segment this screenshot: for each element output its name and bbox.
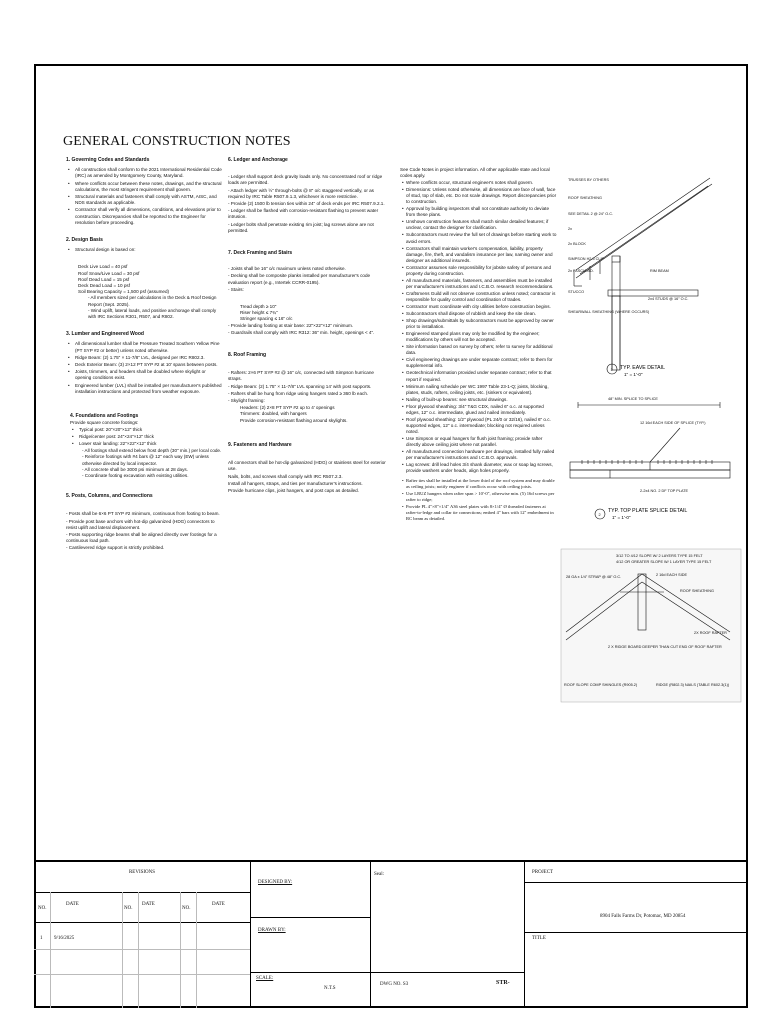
project-address: 8904 Falls Farms Dr, Potomac, MD 20854 — [600, 914, 686, 919]
rev-col-no: NO. — [182, 906, 191, 911]
detail-label: 4/12 OR GREATER SLOPE W/ 1 LAYER TYPE 15 FELT — [616, 560, 712, 564]
detail-label: ROOF SLOPE COMP SHINGLES (R905.2) — [564, 683, 638, 687]
note-subitem: Headers: (2) 2×8 PT SYP #2 up to 4' openings — [240, 405, 335, 411]
divider — [524, 932, 748, 933]
load-item: Soil Bearing Capacity = 1,500 psf (assumed) — [78, 289, 170, 295]
sheet-number: STR- — [496, 980, 510, 986]
note-line: - Joists shall be 16" o/c maximum unless noted otherwise. — [228, 266, 346, 272]
detail-label: SHEARWALL SHEATHING (WHERE OCCURS) — [568, 310, 650, 314]
rev-row-no: 1 — [40, 936, 43, 941]
note-line: All connectors shall be hot-dip galvanized (HDG) or stainless steel for exterior use. — [228, 460, 386, 472]
detail-label: 2x FASCIA BD. — [568, 269, 594, 273]
note-item: • All manufactured materials, fasteners, and assemblies must be installed per manufacturer's instructions and I.C.B.O. research recommendations. — [400, 278, 557, 290]
note-intro: Provide square concrete footings: — [70, 420, 139, 426]
note-item: • Subcontractors shall dispose of rubbish and keep the site clean. — [400, 311, 557, 317]
load-item: Roof Snow/Live Load = 30 psf — [78, 270, 140, 276]
page-title: GENERAL CONSTRUCTION NOTES — [63, 134, 291, 149]
section-heading: 2. Design Basis — [66, 237, 103, 244]
note-subitem: - Wind uplift, lateral loads, and positive anchorage shall comply with IRC Sections R301, R507, and R802. — [88, 307, 217, 320]
note-line: Provide hurricane clips, joist hangers, and post caps as detailed. — [228, 487, 359, 493]
section-heading: 8. Roof Framing — [228, 352, 267, 359]
divider — [180, 892, 181, 1008]
note-line: - Cantilevered ridge support is strictly prohibited. — [66, 545, 165, 551]
note-item: • Lag screws: drill lead holes 3/4 shank diameter, wax or soap lag screws, provide washers under heads, align holes properly. — [400, 462, 557, 474]
note-item: • Craftsmens Guild will not observe construction unless noted; contractor is responsible for quality control and coordination of trades. — [400, 291, 557, 303]
note-subitem: - All footings shall extend below frost depth (30" min.) per local code. — [82, 448, 222, 454]
title-block — [34, 860, 748, 1008]
detail-label: RIM BEAM — [650, 269, 669, 273]
note-item: • Where conflicts occur, structural engineer's notes shall govern. — [400, 180, 557, 186]
section-lumber — [66, 331, 222, 395]
note-item: • Engineered lumber (LVL) shall be installed per manufacturer's published installation instructions and protected from weather exposure. — [66, 383, 222, 395]
note-item: • Lower stair landing: 22"×22"×12" thick — [70, 441, 222, 447]
divider — [250, 972, 370, 973]
note-item: • Joists, trimmers, and headers shall be doubled where skylight or opening conditions exist. — [66, 369, 222, 381]
notes-column-1 — [66, 157, 222, 563]
detail-label: ROOF SHEATHING — [568, 196, 602, 200]
note-line: Install all hangers, straps, and ties per manufacturer's instructions. — [228, 480, 363, 486]
detail-label: 2x BLOCK — [568, 242, 586, 246]
divider — [34, 922, 250, 923]
detail-label: 2-2x4 NO. 2 DF TOP PLATE — [640, 489, 689, 493]
section-heading: 4. Foundations and Footings — [70, 413, 139, 420]
divider — [524, 882, 748, 883]
note-item: • Provide PL 4"×8"×1/4" A36 steel plates with 8×1/4" Ø threaded fasteners at rafter-to-ledge and collar tie connections; embed 4" bars with 12" embedment in RC beam as detailed. — [400, 504, 557, 522]
note-line: - Provide landing footing at stair base: 22"×22"×12" minimum. — [228, 322, 354, 328]
detail-label: 12 16d EACH SIDE OF SPLICE (TYP.) — [640, 421, 706, 425]
detail-label: 3/12 TO 4/12 SLOPE W/ 2 LAYERS TYPE 15 FELT — [616, 554, 703, 558]
rafter-notes — [400, 478, 557, 522]
note-line: - Ledger bolts shall penetrate existing rim joist; lag screws alone are not permitted. — [228, 221, 374, 233]
note-subitem: - All members sized per calculations in the Deck & Roof Design Report (Sept. 2025). — [88, 295, 217, 307]
divider — [250, 917, 370, 918]
section-heading: 7. Deck Framing and Stairs — [228, 250, 293, 257]
note-line: - Provide (2) 1500 lb tension ties within 24" of deck ends per IRC R507.9.2.1. — [228, 201, 385, 207]
note-item: • Engineered stamped plans may only be modified by the engineer; modifications by others will not be accepted. — [400, 331, 557, 343]
detail-label: 2X ROOF RAFTER — [694, 631, 727, 635]
notes-column-3 — [400, 167, 557, 523]
detail-label: 48" MIN. SPLICE TO SPLICE — [608, 397, 658, 401]
divider — [34, 892, 250, 893]
load-item: Deck Live Load = 40 psf — [78, 264, 128, 270]
rev-col-date: DATE — [142, 902, 155, 907]
note-line: - Stairs: — [228, 286, 244, 292]
detail-scale: 1" = 1'-0" — [624, 372, 643, 377]
divider — [50, 892, 51, 1008]
rev-col-no: NO. — [124, 906, 133, 911]
note-line: - Attach ledger with ½" through-bolts @ 8" o/c staggered vertically, or as required by IRC Table R507.9.1.3, whichever is more restrictive. — [228, 187, 374, 199]
detail-label: 2 X RIDGE BOARD DEEPER THAN CUT END OF ROOF RAFTER — [608, 645, 722, 649]
note-item: • Dimensions: Unless noted otherwise, all dimensions are face of wall, face of stud, top of slab, etc. Do not scale drawings. Report discrepancies prior to construction. — [400, 187, 557, 205]
section-heading: 3. Lumber and Engineered Wood — [66, 331, 144, 338]
note-item: • Contractors shall maintain worker's compensation, liability, property damage, fire, theft, and vandalism insurance per law, naming owner and designer as additional insureds. — [400, 246, 557, 264]
detail-label: 2 16d EACH SIDE — [656, 573, 688, 577]
divider — [524, 862, 525, 1008]
detail-number: 1 — [610, 368, 613, 372]
section-posts — [66, 493, 222, 551]
section-heading: 1. Governing Codes and Standards — [66, 157, 150, 163]
load-item: Roof Dead Load = 15 psf — [78, 276, 130, 282]
note-item: • Contractor shall verify all dimensions, conditions, and elevations prior to construction. Discrepancies shall be reported to the Engineer for resolution before proceeding. — [66, 207, 222, 226]
note-subitem: Provide corrosion-resistant flashing around skylights. — [240, 417, 348, 423]
note-line: - Rafters shall be hung from ridge using hangers rated ≥ 360 lb each. — [228, 390, 369, 396]
note-item: • Floor plywood sheathing: 3/4" T&G CDX, nailed 6" o.c. at supported edges, 12" o.c. intermediate, glued and nailed immediately. — [400, 404, 557, 416]
stair-spec: Tread depth ≥ 10" — [240, 304, 277, 310]
note-item: • Ridge/center post: 24"×24"×12" thick — [70, 434, 222, 440]
stair-spec: Riser height ≤ 7¾" — [240, 310, 278, 316]
note-line: - Ledger shall be flashed with corrosion-resistant flashing to prevent water intrusion. — [228, 208, 379, 220]
detail-label: 2x4 STUDS @ 16" O.C. — [648, 297, 689, 301]
section-foundations — [66, 413, 222, 479]
rev-row-date: 9/16/2025 — [54, 936, 75, 941]
note-line: - Posts shall be 6×6 PT SYP #2 minimum, continuous from footing to beam. — [66, 511, 220, 517]
note-subitem: - Coordinate footing excavation with existing utilities. — [82, 472, 189, 478]
note-item: • Approval by building inspectors shall not constitute authority to deviate from these plans. — [400, 206, 557, 218]
note-item: • Deck Exterior Beam: (3) 2×12 PT SYP #2 at 10' spans between posts. — [66, 362, 222, 368]
note-item: • Roof plywood sheathing: 1/2" plywood (PL 24/0 or 32/16), nailed 6" o.c. supported edges, 12" o.c. intermediate; blocking not required unless noted. — [400, 417, 557, 435]
note-line: - Provide post base anchors with hot-dip galvanized (HDG) connectors to resist uplift and lateral displacement. — [66, 518, 215, 530]
top-plate-splice-detail — [560, 388, 742, 528]
section-roof-framing — [228, 352, 386, 424]
note-item: • Subcontractors must review the full set of drawings before starting work to avoid errors. — [400, 232, 557, 244]
note-line: - Guardrails shall comply with IRC R312: 36" min. height, openings < 4". — [228, 329, 375, 335]
seal-label: Seal: — [374, 872, 384, 877]
note-subitem: Trimmers: doubled, with hangers — [240, 411, 307, 417]
note-item: • Nailing of built-up beams: see structural drawings. — [400, 397, 557, 403]
note-item: • Where conflicts occur between these notes, drawings, and the structural calculations, the most stringent requirement shall govern. — [66, 181, 222, 193]
eave-detail-drawing — [560, 170, 742, 385]
section-heading: 6. Ledger and Anchorage — [228, 157, 288, 163]
rev-col-date: DATE — [66, 902, 79, 907]
revisions-header: REVISIONS — [128, 870, 156, 875]
detail-label: RIDGE (R802.3) NAILS (TABLE R602.3(1)) — [656, 683, 730, 687]
note-item: • All construction shall conform to the 2021 International Residential Code (IRC) as amended by Montgomery County, Maryland. — [66, 167, 222, 179]
note-line: - Ledger shall support deck gravity loads only. No concentrated roof or ridge loads are permitted. — [228, 174, 383, 186]
divider — [34, 974, 250, 975]
note-item: • Site information based on survey by others; refer to survey for additional data. — [400, 344, 557, 356]
note-subitem: - All concrete shall be 3000 psi minimum at 28 days. — [82, 466, 188, 472]
note-item: • Contractor must coordinate with city utilities before construction begins. — [400, 304, 557, 310]
note-item: • Use LRUZ hangers when rafter span > 10'-0", otherwise min. (5) 16d screws per rafter to ridge; — [400, 491, 557, 503]
designed-by-label: DESIGNED BY: — [258, 880, 293, 885]
project-label: PROJECT — [532, 870, 554, 875]
note-item: • Shop drawings/submittals by subcontractors must be approved by owner prior to installation. — [400, 318, 557, 330]
drawing-number: DWG NO. S3 — [380, 982, 409, 987]
note-item: • Unshown construction features shall match similar detailed features; if unclear, contact the designer for clarification. — [400, 219, 557, 231]
note-item: • Typical post: 20"×20"×12" thick — [70, 427, 222, 433]
note-line: - Decking shall be composite planks installed per manufacturer's code evaluation report (e.g., Intertek CCRR-0195). — [228, 273, 371, 285]
detail-number: 2 — [598, 513, 601, 517]
note-line: - Posts supporting ridge beams shall be aligned directly over footings for a continuous load path. — [66, 531, 217, 544]
note-item: • All manufactured connection hardware per drawings, installed fully nailed per manufacturer's instructions and I.C.B.O. approvals. — [400, 449, 557, 461]
title-label: TITLE — [532, 936, 546, 941]
note-item: • Structural design is based on: — [66, 247, 222, 253]
detail-label: SEE DETAIL 2 @ 24" O.C. — [568, 212, 614, 216]
section-heading: 5. Posts, Columns, and Connections — [66, 493, 153, 500]
note-item: • Civil engineering drawings are under separate contract; refer to them for supplemental info. — [400, 357, 557, 369]
note-intro: See Code Notes in project information. All other applicable state and local codes apply. — [400, 167, 550, 179]
ridge-detail-drawing — [560, 548, 742, 703]
section-deck-framing — [228, 250, 386, 336]
divider — [370, 972, 524, 973]
divider — [122, 892, 123, 1008]
notes-column-2 — [228, 157, 386, 505]
detail-label: STUCCO — [568, 290, 585, 294]
section-governing-codes — [66, 157, 222, 226]
divider — [196, 892, 197, 1008]
detail-title: TYP. EAVE DETAIL — [620, 365, 665, 371]
detail-label: TRUSSES BY OTHERS — [568, 178, 609, 182]
note-item: • Use Simpson or equal hangers for flush joist framing; provide rafter directly above ceiling joist where not parallel. — [400, 436, 557, 448]
note-line: Nails, bolts, and screws shall comply with IRC R507.2.3. — [228, 473, 343, 479]
note-item: • Rafter ties shall be installed at the lower third of the roof system and may double as ceiling joists; notify engineer if conflicts occur with ceiling joists. — [400, 478, 557, 490]
detail-label: ROOF SHEATHING — [680, 589, 714, 593]
section-heading: 9. Fasteners and Hardware — [228, 441, 292, 448]
detail-label: 2x — [568, 227, 573, 231]
section-design-basis — [66, 237, 222, 320]
note-line: - Skylight framing: — [228, 398, 265, 404]
note-subitem: - Reinforce footings with #4 bars @ 12" each way (EW) unless otherwise directed by local inspector. — [82, 454, 209, 466]
divider — [250, 862, 251, 1008]
note-line: - Ridge Beam: (2) 1.75" × 11-7/8" LVL spanning 14' with post supports. — [228, 383, 372, 389]
detail-scale: 1" = 1'-0" — [612, 515, 631, 520]
scale-label: SCALE: — [256, 976, 274, 981]
detail-label: SIMPSON H2.5 CLIP — [568, 257, 605, 261]
rev-col-no: NO. — [38, 906, 47, 911]
note-line: - Rafters: 2×6 PT SYP #2 @ 16" o/c, connected with Simpson hurricane straps. — [228, 370, 374, 382]
drawn-by-label: DRAWN BY: — [258, 928, 286, 933]
divider — [370, 862, 371, 1008]
stair-spec: Stringer spacing ≤ 16" o/c — [240, 316, 293, 322]
detail-title: TYP. TOP PLATE SPLICE DETAIL — [608, 508, 688, 514]
detail-label: 28 GA x 1/4" STRAP @ 48" O.C. — [566, 575, 622, 579]
note-item: • Geotechnical information provided under separate contract; refer to that report if required. — [400, 370, 557, 382]
note-item: • Structural materials and fasteners shall comply with ASTM, AISC, and NDS standards as applicable. — [66, 194, 222, 206]
section-ledger — [228, 157, 386, 234]
divider — [34, 949, 250, 950]
section-fasteners — [228, 442, 386, 494]
note-item: • Contractor assumes sole responsibility for jobsite safety of persons and property during construction. — [400, 265, 557, 277]
note-item: • All dimensional lumber shall be Pressure Treated Southern Yellow Pine (PT SYP #2 or better) unless noted otherwise. — [66, 341, 222, 353]
rev-col-date: DATE — [212, 902, 225, 907]
load-item: Deck Dead Load = 10 psf — [78, 283, 130, 289]
note-item: • Ridge Beam: (2) 1.75" × 11-7/8" LVL, designed per IRC R802.3. — [66, 355, 222, 361]
note-item: • Minimum nailing schedule per WC 1997 Table 23-1-Q; joists, blocking, plates, studs, rafters, ceiling joists, etc. (sinkers or equivalent). — [400, 384, 557, 396]
scale-value: N.T.S — [324, 986, 336, 991]
divider — [138, 892, 139, 1008]
